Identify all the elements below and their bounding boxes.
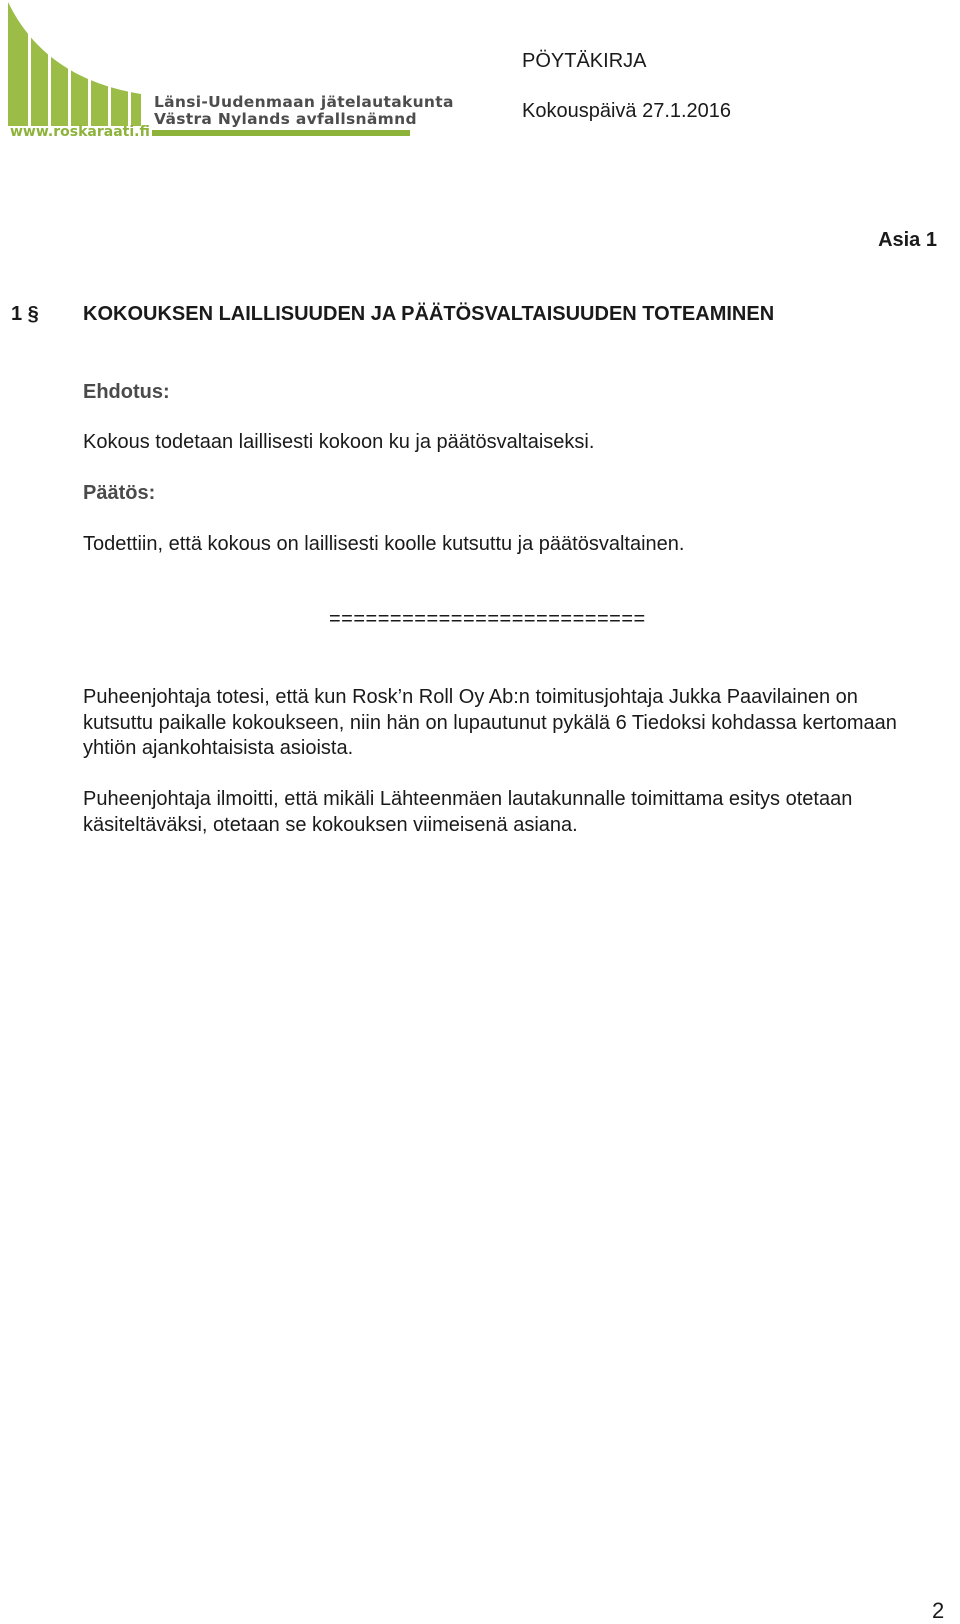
- section-title: KOKOUKSEN LAILLISUUDEN JA PÄÄTÖSVALTAISUUDEN TOTEAMINEN: [83, 303, 775, 325]
- decision-label: Päätös:: [83, 482, 156, 504]
- meeting-date: Kokouspäivä 27.1.2016: [522, 100, 732, 122]
- proposal-label: Ehdotus:: [83, 381, 170, 403]
- page-number: 2: [932, 1598, 945, 1623]
- separator-line: ==========================: [329, 608, 646, 630]
- logo-name-swedish: Västra Nylands avfallsnämnd: [154, 110, 417, 128]
- decision-text: Todettiin, että kokous on laillisesti koolle kutsuttu ja päätösvaltainen.: [83, 533, 685, 555]
- proposal-text: Kokous todetaan laillisesti kokoon ku ja päätösvaltaiseksi.: [83, 431, 595, 453]
- paragraph-chair-announcement: Puheenjohtaja ilmoitti, että mikäli Lähteenmäen lautakunnalle toimittama esitys otetaan käsiteltäväksi, otetaan se kokouksen viimeisenä asiana.: [83, 788, 853, 836]
- document-type: PÖYTÄKIRJA: [522, 50, 647, 72]
- logo-name-finnish: Länsi-Uudenmaan jätelautakunta: [154, 93, 454, 111]
- section-number: 1 §: [11, 303, 39, 325]
- paragraph-chair-statement: Puheenjohtaja totesi, että kun Rosk’n Roll Oy Ab:n toimitusjohtaja Jukka Paavilainen on kutsuttu paikalle kokoukseen, niin hän on lupautunut pykälä 6 Tiedoksi kohdassa kertomaan yhtiön ajankohtaisista asioista.: [83, 686, 897, 759]
- logo-url: www.roskaraati.fi: [10, 124, 150, 140]
- agenda-item-label: Asia 1: [878, 229, 937, 251]
- organization-logo: [6, 0, 454, 145]
